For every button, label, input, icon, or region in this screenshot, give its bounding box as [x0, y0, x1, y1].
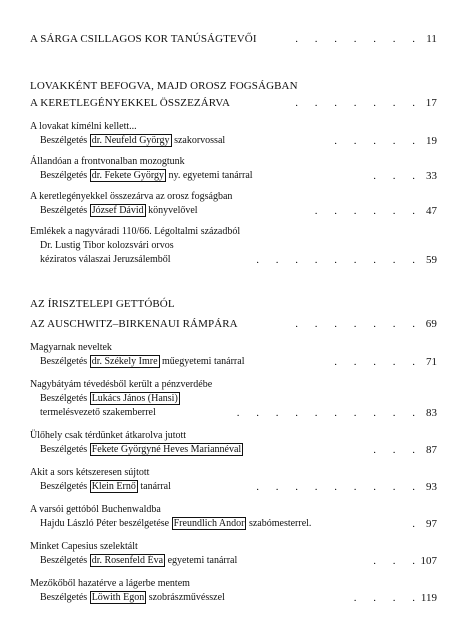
- person-name: dr. Fekete György: [91, 170, 165, 181]
- page-number: 83: [426, 407, 437, 419]
- person-name: József Dávid: [91, 205, 144, 216]
- person-name: dr. Rosenfeld Éva: [91, 555, 164, 566]
- entry-heading-text: Emlékek a nagyváradi 110/66. Légoltalmi századból: [30, 226, 241, 237]
- leader-dots: . . . . . . .: [295, 33, 422, 45]
- entry-heading-text: A varsói gettóból Buchenwaldba: [30, 504, 161, 515]
- page-number: 69: [425, 318, 437, 330]
- leader-dots: . . .: [373, 444, 422, 456]
- entry-heading-text: Akit a sors kétszeresen sújtott: [30, 467, 150, 478]
- entry-prefix: Beszélgetés: [40, 170, 88, 181]
- page-number: 119: [420, 592, 437, 604]
- entry-heading-text: Mezőkőből hazatérve a lágerbe mentem: [30, 578, 190, 589]
- entry-prefix: Beszélgetés: [40, 555, 88, 566]
- entry-suffix: szabómesterrel.: [248, 518, 312, 529]
- person-name: dr. Székely Imre: [91, 356, 158, 367]
- section-title-line: A SÁRGA CSILLAGOS KOR TANÚSÁGTEVŐI: [30, 33, 257, 45]
- page-number: 33: [426, 170, 437, 182]
- person-name: Lukács János (Hansi): [91, 393, 178, 404]
- section-title-line: LOVAKKÉNT BEFOGVA, MAJD OROSZ FOGSÁGBAN: [30, 80, 298, 92]
- entry-heading-text: Ülőhely csak térdünket átkarolva jutott: [30, 430, 187, 441]
- section-title-line: A KERETLEGÉNYEKKEL ÖSSZEZÁRVA: [30, 97, 231, 109]
- entry-heading-text: Állandóan a frontvonalban mozogtunk: [30, 156, 185, 167]
- entry-suffix: műegyetemi tanárral: [162, 356, 245, 367]
- entry-suffix: egyetemi tanárral: [167, 555, 238, 566]
- page-number: 71: [426, 356, 437, 368]
- page-number: 11: [426, 33, 437, 45]
- entry-prefix: Hajdu László Péter beszélgetése: [40, 518, 170, 529]
- entry-prefix: Beszélgetés: [40, 393, 88, 404]
- person-name: Löwith Egon: [91, 592, 145, 603]
- page-number: 19: [426, 135, 437, 147]
- entry-prefix: Beszélgetés: [40, 135, 88, 146]
- section-title-line: AZ ÍRISZTELEPI GETTÓBÓL: [30, 298, 175, 310]
- page-number: 107: [420, 555, 437, 567]
- entry-suffix: termelésvezető szakemberrel: [40, 407, 156, 418]
- entry-author-line: kéziratos válaszai Jeruzsálemből: [40, 254, 171, 265]
- leader-dots: . . . . . . .: [295, 318, 422, 330]
- entry-suffix: könyvelővel: [148, 205, 198, 216]
- page-number: 87: [426, 444, 437, 456]
- entry-suffix: tanárral: [140, 481, 171, 492]
- entry-prefix: Beszélgetés: [40, 481, 88, 492]
- entry-heading-text: Minket Capesius szelektált: [30, 541, 138, 552]
- entry-heading-text: A lovakat kímélni kellett...: [30, 121, 137, 132]
- section-title-line: AZ AUSCHWITZ–BIRKENAUI RÁMPÁRA: [30, 318, 238, 330]
- entry-prefix: Beszélgetés: [40, 592, 88, 603]
- page-number: 17: [425, 97, 437, 109]
- leader-dots: . . . . . . .: [295, 97, 422, 109]
- entry-suffix: szobrászművésszel: [148, 592, 225, 603]
- entry-heading-text: Nagybátyám tévedésből került a pénzverdébe: [30, 379, 213, 390]
- leader-dots: . . . .: [353, 592, 422, 604]
- page-number: 59: [426, 254, 437, 266]
- leader-dots: . . . . . . . . . .: [236, 407, 422, 419]
- page-number: 97: [426, 518, 437, 530]
- entry-suffix: ny. egyetemi tanárral: [168, 170, 253, 181]
- person-name: Fekete Györgyné Heves Mariannéval: [91, 444, 242, 455]
- leader-dots: . . . . . . . . .: [256, 254, 422, 266]
- person-name: Freundlich Andor: [173, 518, 245, 529]
- entry-suffix: szakorvossal: [174, 135, 226, 146]
- entry-author-line: Dr. Lustig Tibor kolozsvári orvos: [40, 240, 174, 251]
- leader-dots: . . . . .: [334, 356, 422, 368]
- page-number: 47: [426, 205, 437, 217]
- entry-heading-text: A keretlegényekkel összezárva az orosz fogságban: [30, 191, 233, 202]
- leader-dots: . . .: [373, 170, 422, 182]
- entry-heading-text: Magyarnak neveltek: [30, 342, 112, 353]
- entry-prefix: Beszélgetés: [40, 205, 88, 216]
- person-name: dr. Neufeld György: [91, 135, 170, 146]
- leader-dots: . . . . . .: [314, 205, 422, 217]
- leader-dots: . . .: [373, 555, 422, 567]
- leader-dots: .: [412, 518, 422, 530]
- leader-dots: . . . . . . . . .: [256, 481, 422, 493]
- person-name: Klein Ernő: [91, 481, 136, 492]
- entry-prefix: Beszélgetés: [40, 444, 88, 455]
- leader-dots: . . . . .: [334, 135, 422, 147]
- entry-prefix: Beszélgetés: [40, 356, 88, 367]
- page-number: 93: [426, 481, 437, 493]
